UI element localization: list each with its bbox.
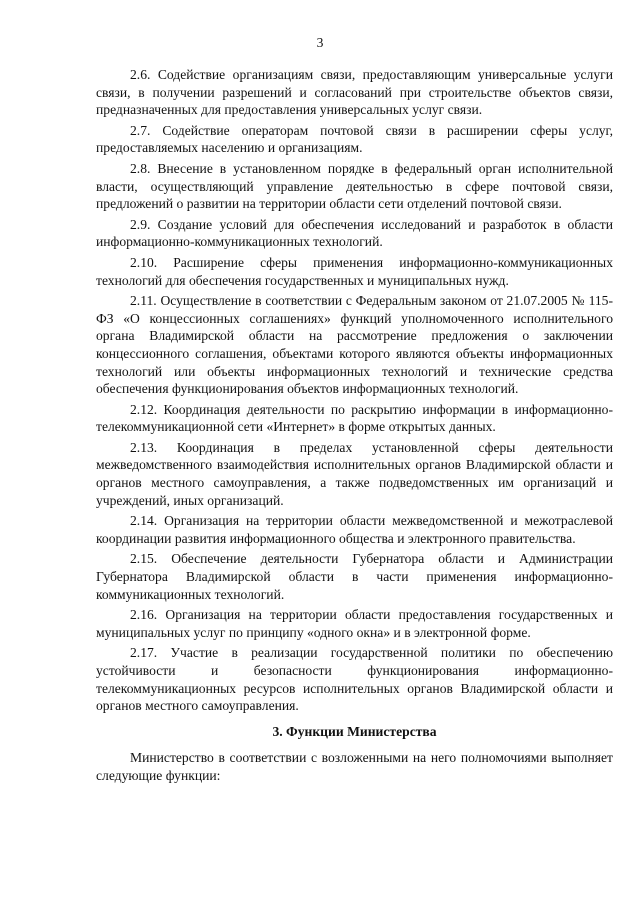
- paragraph-2-17: 2.17. Участие в реализации государственной политики по обеспечению устойчивости и безопасности функционирования информационно-телекоммуникационных ресурсов исполнительных органов Владимирской области и органов местного самоуправления.: [96, 645, 613, 714]
- paragraph-2-15: 2.15. Обеспечение деятельности Губернатора области и Администрации Губернатора Владимирской области в части применения информационно-коммуникационных технологий.: [96, 551, 613, 602]
- paragraph-2-16: 2.16. Организация на территории области предоставления государственных и муниципальных услуг по принципу «одного окна» и в электронной форме.: [96, 607, 613, 640]
- paragraph-2-10: 2.10. Расширение сферы применения информационно-коммуникационных технологий для обеспечения государственных и муниципальных нужд.: [96, 254, 613, 288]
- page-number: 3: [316, 35, 324, 50]
- paragraph-2-13: 2.13. Координация в пределах установленной сферы деятельности межведомственного взаимодействия исполнительных органов Владимирской области и органов местного самоуправления, а также подведомственных им организаций и учреждений, иных организаций.: [96, 439, 613, 508]
- document-body: [96, 66, 613, 788]
- paragraph-2-11: 2.11. Осуществление в соответствии с Федеральным законом от 21.07.2005 № 115-ФЗ «О концессионных соглашениях» функций уполномоченного исполнительного органа Владимирской области на рассмотрение предложения о заключении концессионного соглашения, объектами которого являются объекты информационных технологий или объекты информационных технологий и технические средства обеспечения функционирования объектов информационных технологий.: [96, 293, 613, 397]
- paragraph-2-6: 2.6. Содействие организациям связи, предоставляющим универсальные услуги связи, в получении разрешений и согласований при строительстве объектов связи, предназначенных для предоставления универсальных услуг связи.: [96, 67, 613, 118]
- paragraph-2-9: 2.9. Создание условий для обеспечения исследований и разработок в области информационно-коммуникационных технологий.: [96, 216, 613, 250]
- section-heading: 3. Функции Министерства: [272, 723, 437, 739]
- section-intro: Министерство в соответствии с возложенными на него полномочиями выполняет следующие функции:: [96, 750, 613, 783]
- paragraph-2-14: 2.14. Организация на территории области межведомственной и межотраслевой координации развития информационного общества и электронного правительства.: [96, 513, 613, 546]
- paragraph-2-7: 2.7. Содействие операторам почтовой связи в расширении сферы услуг, предоставляемых населению и организациям.: [96, 122, 613, 156]
- paragraph-2-12: 2.12. Координация деятельности по раскрытию информации в информационно-телекоммуникационной сети «Интернет» в форме открытых данных.: [96, 401, 613, 435]
- paragraph-2-8: 2.8. Внесение в установленном порядке в федеральный орган исполнительной власти, осуществляющий управление деятельностью в сфере почтовой связи, предложений о развитии на территории области сети отделений почтовой связи.: [96, 160, 613, 212]
